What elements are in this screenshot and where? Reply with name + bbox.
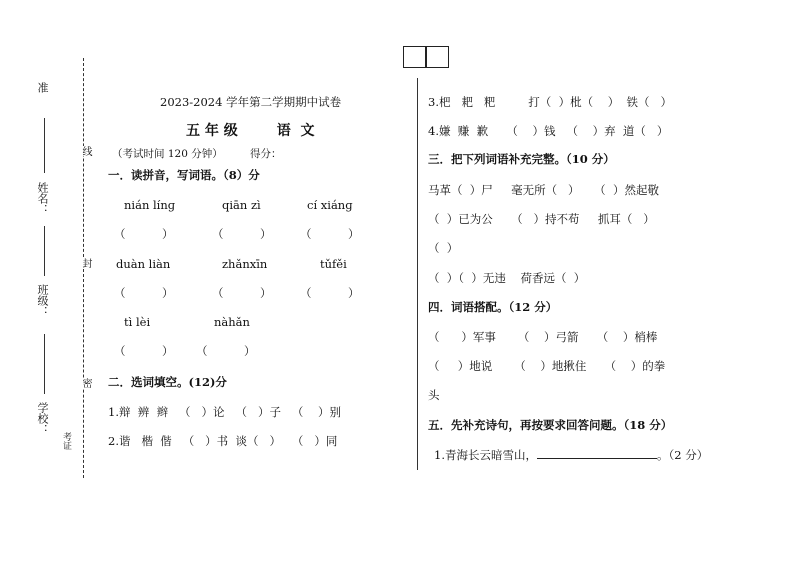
section2-line1[interactable]: 1.辩 辨 辫 （ ）论 （ ）子 （ ）别 xyxy=(108,405,342,419)
answer-blank[interactable]: （ ） xyxy=(212,227,272,241)
side-label-feng: 封 xyxy=(80,258,91,268)
answer-blank[interactable]: （ ） xyxy=(196,344,256,358)
answer-blank[interactable]: （ ） xyxy=(212,286,272,300)
side-label-zhun: 准 xyxy=(36,82,49,93)
poem-answer-blank[interactable] xyxy=(537,448,657,459)
name-line xyxy=(44,118,45,173)
section2-line3[interactable]: 3.杷 耙 粑 打（ ）枇（ ） 铁（ ） xyxy=(428,95,673,109)
grade-subject: 五 年 级 语 文 xyxy=(186,123,315,139)
section3-title: 三．把下列词语补充完整。（10 分） xyxy=(428,152,615,166)
section2-line4[interactable]: 4.嫌 赚 歉 （ ）钱 （ ）弃 道（ ） xyxy=(428,124,669,138)
pinyin-8: nàhǎn xyxy=(214,315,250,329)
score-box-1 xyxy=(403,46,426,68)
exam-title: 2023-2024 学年第二学期期中试卷 xyxy=(160,95,342,109)
pinyin-1: nián línɡ xyxy=(124,198,176,212)
section4-title: 四．词语搭配。（12 分） xyxy=(428,300,558,314)
answer-blank[interactable]: （ ） xyxy=(114,227,174,241)
section5-line1 xyxy=(434,447,708,463)
side-label-name: 姓名： xyxy=(36,182,49,215)
side-label-school: 学校： xyxy=(36,402,49,435)
section2-title: 二．选词填空。(12)分 xyxy=(108,375,227,389)
section1-title: 一．读拼音，写词语。（8）分 xyxy=(108,168,260,182)
exam-info: （考试时间 120 分钟） xyxy=(112,148,223,160)
score-label: 得分： xyxy=(250,148,282,160)
section4-line1[interactable]: （ ）军事 （ ）弓箭 （ ）梢棒 xyxy=(428,330,658,344)
section5-title: 五．先补充诗句，再按要求回答问题。（18 分） xyxy=(428,418,673,432)
section3-line4[interactable]: （ ）（ ）无违 荷香远（ ） xyxy=(428,271,586,285)
side-label-mi: 密 xyxy=(80,378,91,388)
pinyin-2: qiān zì xyxy=(222,198,261,212)
answer-blank[interactable]: （ ） xyxy=(114,344,174,358)
pinyin-4: duàn liàn xyxy=(116,257,171,271)
class-line xyxy=(44,226,45,276)
pinyin-5: zhǎnxīn xyxy=(222,257,268,271)
column-divider xyxy=(417,78,418,470)
answer-blank[interactable]: （ ） xyxy=(114,286,174,300)
poem-line-suffix: 。（2 分） xyxy=(656,448,709,462)
pinyin-6: tǔfěi xyxy=(320,257,347,271)
score-box-2 xyxy=(426,46,449,68)
section3-line2[interactable]: （ ）已为公 （ ）持不苟 抓耳（ ） xyxy=(428,212,655,226)
section4-line2[interactable]: （ ）地说 （ ）地揪住 （ ）的拳 xyxy=(428,359,666,373)
binding-dashed-line xyxy=(83,58,84,478)
side-label-class: 班级： xyxy=(36,284,49,317)
section3-line1[interactable]: 马革（ ）尸 毫无所（ ） （ ）然起敬 xyxy=(428,183,659,197)
section3-line3[interactable]: （ ） xyxy=(428,241,459,255)
pinyin-3: cí xiánɡ xyxy=(307,198,353,212)
school-line xyxy=(44,334,45,394)
side-label-kaozheng: 考证 xyxy=(61,432,71,450)
poem-line-prefix: 1.青海长云暗雪山， xyxy=(434,448,537,462)
answer-blank[interactable]: （ ） xyxy=(300,227,360,241)
section2-line2[interactable]: 2.谐 楷 偕 （ ）书 谈（ ） （ ）同 xyxy=(108,434,338,448)
pinyin-7: tì lèi xyxy=(124,315,151,329)
section4-line3: 头 xyxy=(428,388,440,402)
side-label-xian: 线 xyxy=(80,146,91,156)
answer-blank[interactable]: （ ） xyxy=(300,286,360,300)
